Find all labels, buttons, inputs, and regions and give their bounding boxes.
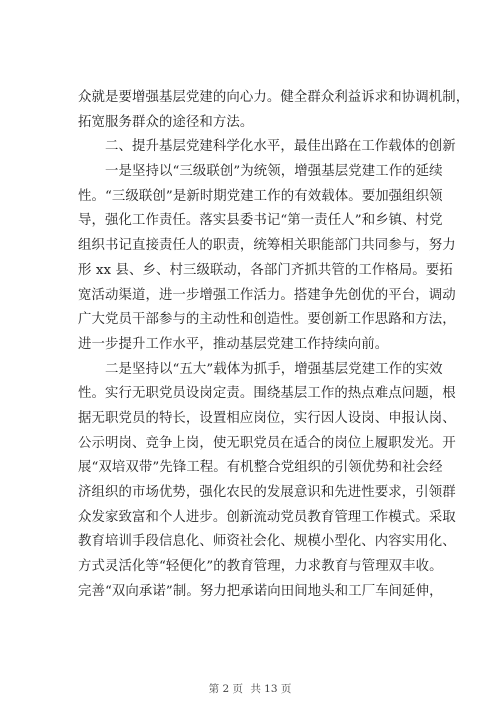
text-line: 一是坚持以“三级联创”为统领，增强基层党建工作的延续 <box>105 164 443 180</box>
text-line: 组织书记直接责任人的职责，统筹相关职能部门共同参与，努力 <box>78 238 456 254</box>
page-number: 第 2 页 <box>208 683 243 695</box>
text-line: 形 xx 县、乡、村三级联动，各部门齐抓共管的工作格局。要拓 <box>78 262 453 278</box>
total-pages: 共 13 页 <box>250 683 292 695</box>
text-line: 性。实行无职党员设岗定责。围绕基层工作的热点难点问题，根 <box>78 386 456 402</box>
text-line: 宽活动渠道，进一步增强工作活力。搭建争先创优的平台，调动 <box>78 287 456 303</box>
text-line: 方式灵活化等“轻便化”的教育管理，力求教育与管理双丰收。 <box>78 559 443 575</box>
text-line: 济组织的市场优势，强化农民的发展意识和先进性要求，引领群 <box>78 485 456 500</box>
text-line: 众就是要增强基层党建的向心力。健全群众利益诉求和协调机制， <box>78 90 470 105</box>
text-line: 拓宽服务群众的途径和方法。 <box>78 114 254 130</box>
text-line: 据无职党员的特长，设置相应岗位，实行因人设岗、申报认岗、 <box>78 410 456 426</box>
section-heading: 二、提升基层党建科学化水平，最佳出路在工作载体的创新 <box>105 139 456 155</box>
text-line: 性。“三级联创”是新时期党建工作的有效载体。要加强组织领 <box>78 188 443 204</box>
text-line: 展“双培双带”先锋工程。有机整合党组织的引领优势和社会经 <box>78 460 443 476</box>
text-line: 导，强化工作责任。落实县委书记“第一责任人”和乡镇、村党 <box>78 213 443 229</box>
document-body <box>78 86 470 604</box>
text-line: 完善“双向承诺”制。努力把承诺向田间地头和工厂车间延伸， <box>78 583 443 599</box>
text-line: 进一步提升工作水平，推动基层党建工作持续向前。 <box>78 336 389 352</box>
text-line: 公示明岗、竞争上岗，使无职党员在适合的岗位上履职发光。开 <box>78 435 456 451</box>
text-line: 教育培训手段信息化、师资社会化、规模小型化、内容实用化、 <box>78 534 456 550</box>
text-line: 二是坚持以“五大”载体为抓手，增强基层党建工作的实效 <box>105 361 443 377</box>
page-footer <box>0 681 500 696</box>
text-line: 广大党员干部参与的主动性和创造性。要创新工作思路和方法， <box>78 312 456 328</box>
text-line: 众发家致富和个人进步。创新流动党员教育管理工作模式。采取 <box>78 509 456 525</box>
